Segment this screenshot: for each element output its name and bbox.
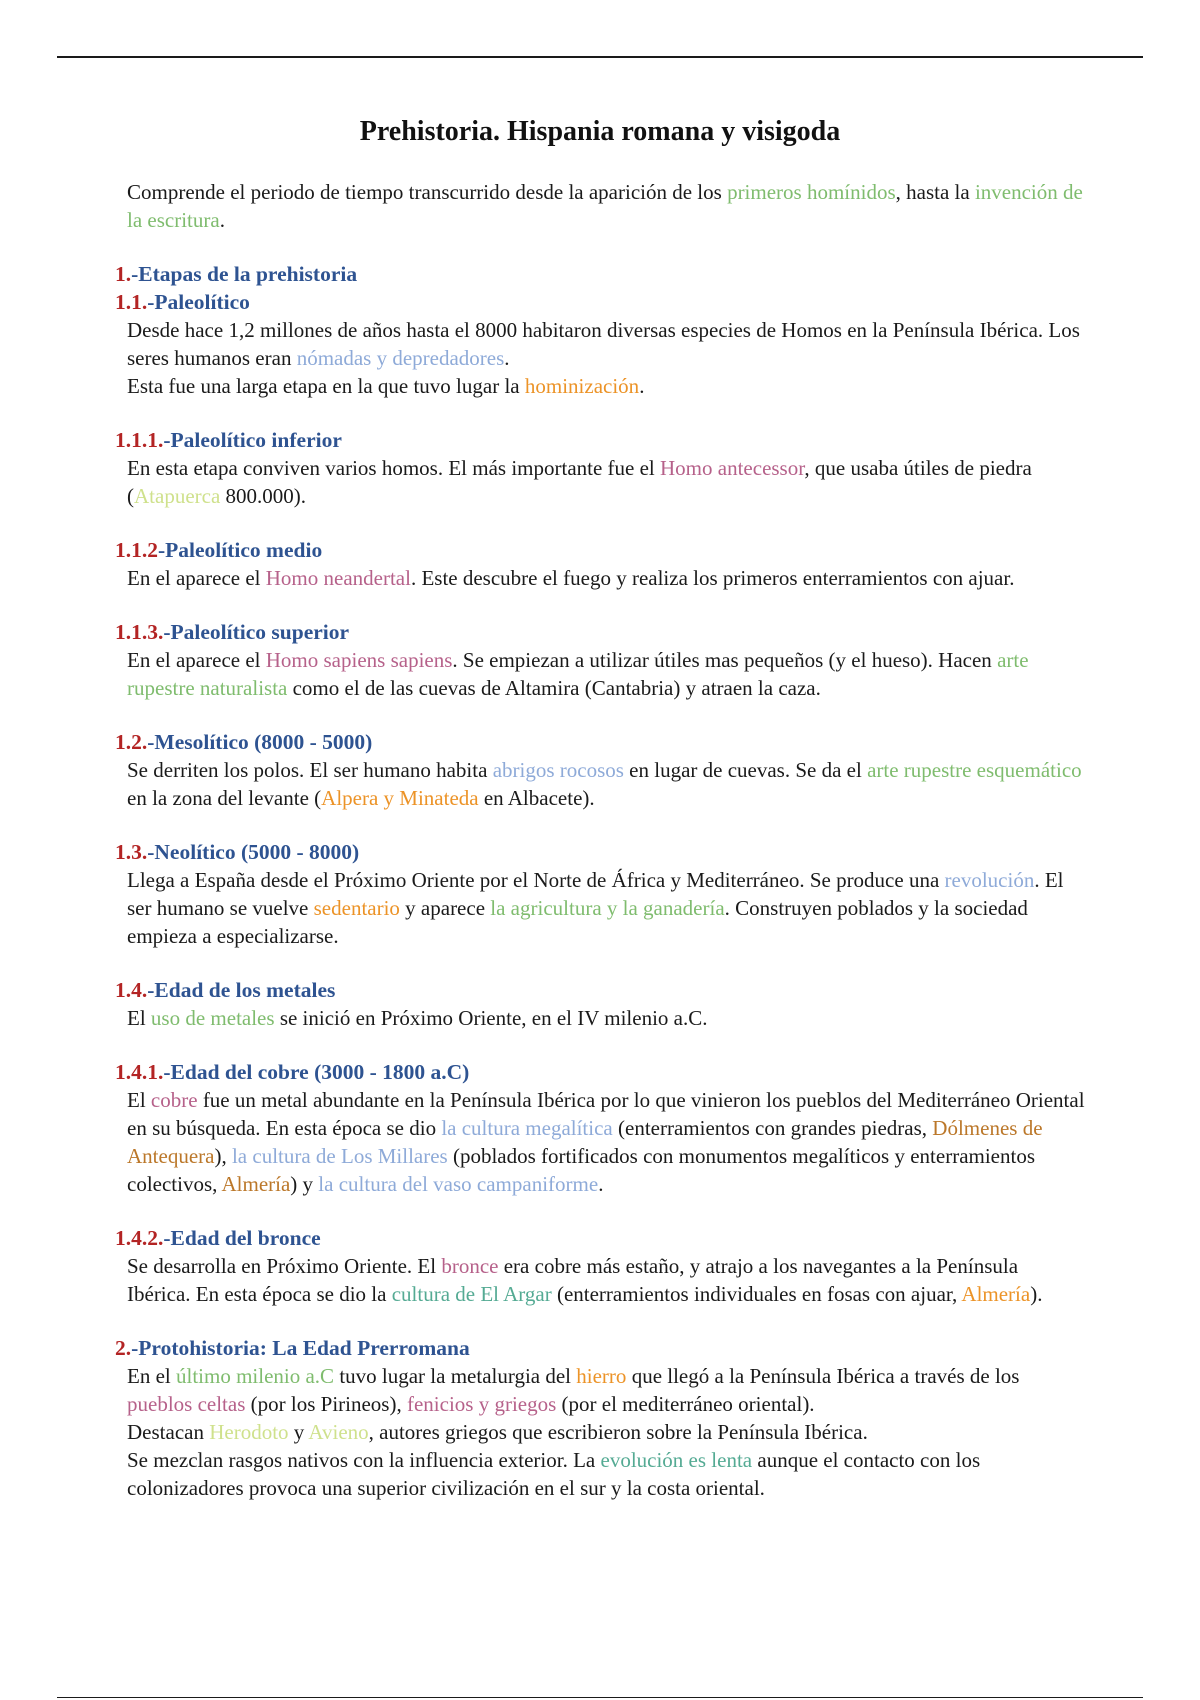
text: Se mezclan rasgos nativos con la influencia exterior. La [127, 1448, 601, 1472]
text: 800.000). [220, 484, 307, 508]
text: . Este descubre el fuego y realiza los primeros enterramientos con ajuar. [410, 566, 1015, 590]
section-number: 1.4.2. [115, 1226, 164, 1250]
highlight: la cultura del vaso campaniforme [318, 1172, 599, 1196]
section-title: -Neolítico (5000 - 8000) [147, 840, 360, 864]
section-heading [115, 1334, 1085, 1362]
document-body [115, 112, 1085, 1502]
text: Esta fue una larga etapa en la que tuvo lugar la [127, 374, 525, 398]
text: (por el mediterráneo oriental). [556, 1392, 815, 1416]
text: Comprende el periodo de tiempo transcurrido desde la aparición de los [127, 180, 728, 204]
highlight: Herodoto [209, 1420, 289, 1444]
text: En el aparece el [127, 566, 266, 590]
section-paragraph [115, 866, 1085, 950]
highlight: nómadas y depredadores [296, 346, 505, 370]
highlight: Homo neandertal [265, 566, 411, 590]
section-title: -Protohistoria: La Edad Prerromana [131, 1336, 470, 1360]
text: (enterramientos individuales en fosas con ajuar, [551, 1282, 962, 1306]
section-heading [115, 426, 1085, 454]
text: El [127, 1088, 151, 1112]
section-number: 1.4. [115, 978, 148, 1002]
section-paragraph [115, 1252, 1085, 1308]
section-paragraph [115, 1418, 1085, 1446]
highlight: último milenio a.C [175, 1364, 335, 1388]
section-heading [115, 728, 1085, 756]
section-paragraph [115, 1086, 1085, 1198]
highlight: uso de metales [150, 1006, 275, 1030]
text: y aparece [399, 896, 491, 920]
section-number: 1.3. [115, 840, 148, 864]
section-paragraph [115, 564, 1085, 592]
highlight: fenicios y griegos [406, 1392, 557, 1416]
highlight: Almería [221, 1172, 291, 1196]
text: en lugar de cuevas. Se da el [623, 758, 868, 782]
text: El [127, 1006, 151, 1030]
text: . [598, 1172, 604, 1196]
section-paragraph [115, 756, 1085, 812]
section-paragraph [115, 1446, 1085, 1502]
section-heading [115, 260, 1085, 288]
highlight: Homo sapiens sapiens [265, 648, 453, 672]
section-paragraph [115, 316, 1085, 372]
section-heading [115, 838, 1085, 866]
highlight: primeros homínidos [727, 180, 896, 204]
section-paragraph [115, 1004, 1085, 1032]
text: En esta etapa conviven varios homos. El más importante fue el [127, 456, 661, 480]
highlight: Atapuerca [134, 484, 221, 508]
section-number: 2. [115, 1336, 132, 1360]
text: , autores griegos que escribieron sobre la Península Ibérica. [368, 1420, 868, 1444]
section-number: 1.1. [115, 290, 148, 314]
page-title: Prehistoria. Hispania romana y visigoda [359, 116, 841, 147]
highlight: Homo antecessor [660, 456, 805, 480]
section-heading [115, 536, 1085, 564]
section-title: -Etapas de la prehistoria [131, 262, 358, 286]
section-title: -Paleolítico superior [163, 620, 350, 644]
highlight: revolución [944, 868, 1035, 892]
text: (por los Pirineos), [245, 1392, 407, 1416]
section-title: -Paleolítico [147, 290, 250, 314]
section-paragraph [115, 454, 1085, 510]
text: (poblados fortificados con monumentos megalíticos y enterramientos colectivos, [127, 1144, 1036, 1196]
highlight: arte rupestre esquemático [867, 758, 1082, 782]
section-title: -Paleolítico medio [158, 538, 323, 562]
highlight: cobre [150, 1088, 198, 1112]
text: . [639, 374, 645, 398]
text: Destacan [127, 1420, 210, 1444]
highlight: la agricultura y la ganadería [490, 896, 725, 920]
highlight: la cultura megalítica [441, 1116, 613, 1140]
section-number: 1.1.3. [115, 620, 164, 644]
section-paragraph [115, 372, 1085, 400]
section-title: -Edad del cobre (3000 - 1800 a.C) [163, 1060, 470, 1084]
section-title: -Mesolítico (8000 - 5000) [147, 730, 373, 754]
section-paragraph [115, 1362, 1085, 1418]
highlight: hierro [576, 1364, 627, 1388]
text: aunque el contacto con los colonizadores provoca una superior civilización en el sur y la costa oriental. [127, 1448, 981, 1500]
highlight: arte rupestre naturalista [127, 648, 1029, 700]
text: y [288, 1420, 309, 1444]
section-number: 1.1.1. [115, 428, 164, 452]
highlight: hominización [524, 374, 640, 398]
text: (enterramientos con grandes piedras, [612, 1116, 933, 1140]
text: se inició en Próximo Oriente, en el IV milenio a.C. [274, 1006, 708, 1030]
text: ), [214, 1144, 232, 1168]
text: . [219, 208, 225, 232]
text: , que usaba útiles de piedra ( [127, 456, 1032, 508]
highlight: abrigos rocosos [492, 758, 624, 782]
section-heading [115, 976, 1085, 1004]
text: En el aparece el [127, 648, 266, 672]
section-number: 1.4.1. [115, 1060, 164, 1084]
section-heading [115, 1224, 1085, 1252]
top-rule [57, 56, 1143, 58]
highlight: pueblos celtas [127, 1392, 246, 1416]
text: era cobre más estaño, y atrajo a los navegantes a la Península Ibérica. En esta época se dio la [127, 1254, 1019, 1306]
text: en Albacete). [478, 786, 595, 810]
highlight: invención de la escritura [127, 180, 1083, 232]
highlight: Almería [961, 1282, 1031, 1306]
text: Se derriten los polos. El ser humano habita [127, 758, 493, 782]
text: ) y [290, 1172, 319, 1196]
bottom-rule [57, 1697, 1143, 1698]
text: , hasta la [895, 180, 975, 204]
section-title: -Edad del bronce [163, 1226, 321, 1250]
text: Se desarrolla en Próximo Oriente. El [127, 1254, 442, 1278]
section-title: -Edad de los metales [147, 978, 336, 1002]
text: . Se empiezan a utilizar útiles mas pequeños (y el hueso). Hacen [452, 648, 998, 672]
highlight: sedentario [313, 896, 400, 920]
text: ). [1030, 1282, 1043, 1306]
section-number: 1. [115, 262, 132, 286]
text: fue un metal abundante en la Península Ibérica por lo que vinieron los pueblos del Mediterráneo Oriental en su búsqueda. En esta época se dio [127, 1088, 1085, 1140]
highlight: evolución es lenta [600, 1448, 753, 1472]
section-heading [115, 618, 1085, 646]
text: como el de las cuevas de Altamira (Cantabria) y atraen la caza. [287, 676, 821, 700]
section-title: -Paleolítico inferior [163, 428, 342, 452]
section-paragraph [115, 646, 1085, 702]
section-number: 1.1.2 [115, 538, 158, 562]
section-heading [115, 1058, 1085, 1086]
text: . El ser humano se vuelve [127, 868, 1064, 920]
highlight: bronce [441, 1254, 499, 1278]
text: en la zona del levante ( [127, 786, 322, 810]
section-heading [115, 288, 1085, 316]
highlight: Alpera y Minateda [321, 786, 479, 810]
highlight: cultura de El Argar [391, 1282, 552, 1306]
highlight: la cultura de Los Millares [231, 1144, 448, 1168]
highlight: Dólmenes de Antequera [127, 1116, 1043, 1168]
text: Desde hace 1,2 millones de años hasta el 8000 habitaron diversas especies de Homos en la Península Ibérica. Los seres humanos eran [127, 318, 1080, 370]
intro-paragraph [115, 178, 1085, 234]
text: . Construyen poblados y la sociedad empieza a especializarse. [127, 896, 1028, 948]
text: . [504, 346, 510, 370]
highlight: Avieno [308, 1420, 369, 1444]
text: que llegó a la Península Ibérica a través de los [626, 1364, 1020, 1388]
text: En el [127, 1364, 176, 1388]
text: tuvo lugar la metalurgia del [334, 1364, 577, 1388]
text: Llega a España desde el Próximo Oriente por el Norte de África y Mediterráneo. Se produce una [127, 868, 945, 892]
section-number: 1.2. [115, 730, 148, 754]
